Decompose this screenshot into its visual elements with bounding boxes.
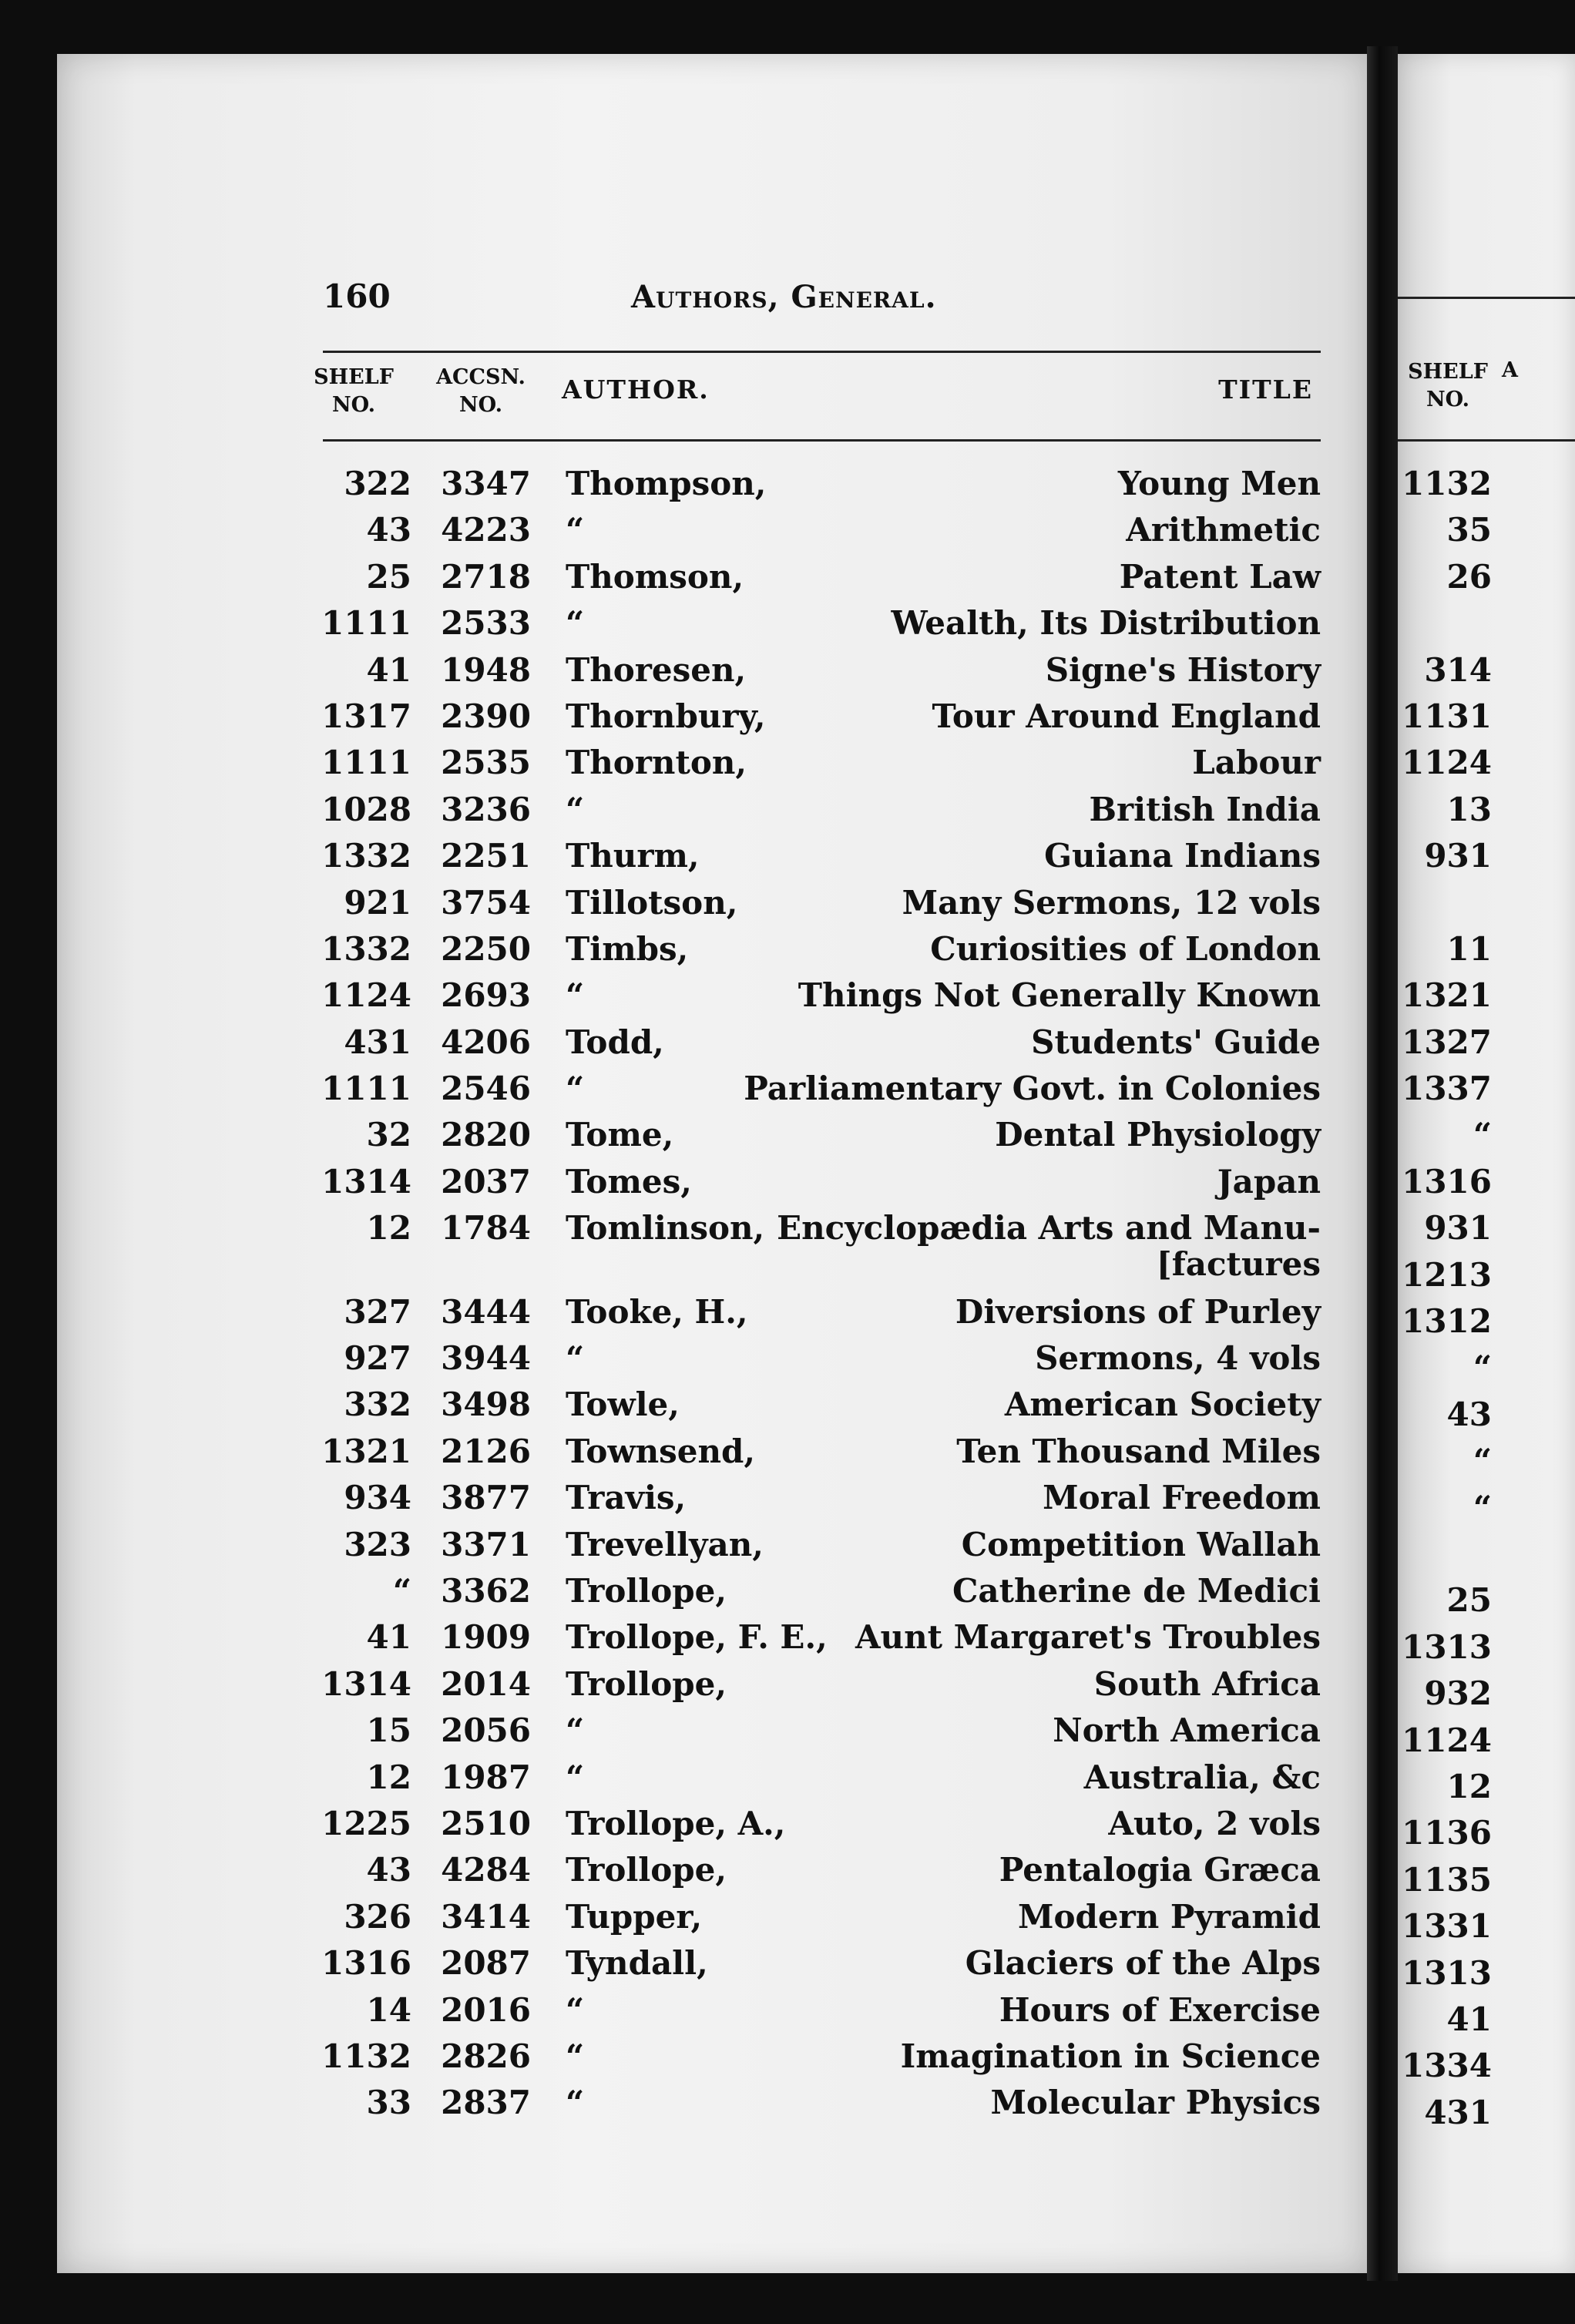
facing-shelf-number: 1135 <box>1402 1860 1492 1899</box>
author-name: “ <box>566 2084 585 2122</box>
author-name: Thurm, <box>566 837 700 875</box>
author-name: Trollope, A., <box>566 1804 786 1842</box>
table-row <box>57 1475 1367 1521</box>
accession-number: 3414 <box>441 1897 531 1936</box>
book-title: Young Men <box>1117 465 1321 502</box>
facing-shelf-number: 1334 <box>1402 2047 1492 2085</box>
book-title: Modern Pyramid <box>1018 1897 1321 1936</box>
shelf-number: 1321 <box>321 1432 411 1470</box>
shelf-number: 14 <box>366 1990 411 2029</box>
shelf-number: “ <box>392 1571 411 1610</box>
accession-number: 2510 <box>441 1804 531 1842</box>
book-title: Imagination in Science <box>900 2037 1321 2075</box>
facing-shelf-number: 1124 <box>1402 1721 1492 1759</box>
author-name: Tome, <box>566 1116 674 1154</box>
author-name: “ <box>566 1758 585 1796</box>
shelf-number: 927 <box>344 1339 411 1378</box>
facing-shelf-number: 35 <box>1446 511 1492 549</box>
author-name: Thompson, <box>566 465 767 502</box>
accession-number: 3362 <box>441 1571 531 1610</box>
accession-number: 2535 <box>441 744 531 782</box>
facing-row <box>1398 554 1575 600</box>
facing-row <box>1398 2090 1575 2136</box>
shelf-number: 1225 <box>321 1804 411 1842</box>
facing-shelf-number: “ <box>1473 1348 1492 1387</box>
author-name: Trollope, <box>566 1664 727 1703</box>
column-header-accsn: ACCSN. NO. <box>436 365 526 417</box>
author-name: Tillotson, <box>566 883 738 922</box>
facing-shelf-number: 1321 <box>1402 976 1492 1015</box>
table-row <box>57 1847 1367 1893</box>
facing-shelf-number: 1131 <box>1402 697 1492 735</box>
book-title-continuation: [factures <box>1156 1244 1321 1283</box>
author-name: “ <box>566 511 585 549</box>
author-name: Tomlinson, <box>566 1209 765 1248</box>
table-row-continuation <box>57 1244 1367 1289</box>
facing-shelf-number: 1316 <box>1402 1162 1492 1201</box>
author-name: Trollope, <box>566 1571 727 1610</box>
shelf-number: 921 <box>344 883 411 922</box>
facing-shelf-number: 431 <box>1424 2093 1492 2131</box>
header-rule-bottom <box>323 439 1321 442</box>
facing-row <box>1398 1019 1575 1066</box>
facing-shelf-number: 1313 <box>1402 1627 1492 1666</box>
book-title: Labour <box>1192 744 1321 782</box>
facing-shelf-number: 931 <box>1424 1209 1492 1248</box>
facing-shelf-number: 1136 <box>1402 1814 1492 1852</box>
book-title: Competition Wallah <box>961 1525 1321 1563</box>
accession-number: 2056 <box>441 1711 531 1750</box>
book-gutter <box>1367 46 1398 2281</box>
accession-number: 3371 <box>441 1525 531 1563</box>
table-row <box>57 1661 1367 1708</box>
table-row <box>57 972 1367 1019</box>
book-title: Pentalogia Græca <box>999 1851 1321 1889</box>
facing-shelf-number: 1213 <box>1402 1255 1492 1294</box>
author-name: Timbs, <box>566 929 689 968</box>
column-header-author: AUTHOR. <box>562 374 710 405</box>
table-row <box>57 507 1367 553</box>
accession-number: 1909 <box>441 1618 531 1657</box>
book-title: Tour Around England <box>932 697 1321 735</box>
facing-row <box>1398 1392 1575 1438</box>
facing-row <box>1398 1252 1575 1298</box>
table-row <box>57 1159 1367 1205</box>
facing-shelf-number: “ <box>1473 1488 1492 1526</box>
accession-number: 2016 <box>441 1990 531 2029</box>
book-title: Wealth, Its Distribution <box>891 604 1321 643</box>
facing-shelf-number: 931 <box>1424 837 1492 875</box>
author-name: “ <box>566 1339 585 1378</box>
author-name: Towle, <box>566 1385 680 1424</box>
book-title: Things Not Generally Known <box>798 976 1321 1015</box>
accession-number: 2546 <box>441 1070 531 1108</box>
facing-shelf-number: “ <box>1473 1442 1492 1480</box>
accession-number: 4284 <box>441 1851 531 1889</box>
book-title: South Africa <box>1093 1664 1321 1703</box>
shelf-number: 41 <box>366 1618 411 1657</box>
shelf-number: 1028 <box>321 790 411 828</box>
running-title: Authors, General. <box>631 279 937 315</box>
shelf-number: 1332 <box>321 837 411 875</box>
facing-row <box>1398 1531 1575 1577</box>
facing-header-rule-top <box>1398 297 1575 299</box>
shelf-number: 33 <box>366 2084 411 2122</box>
shelf-number: 327 <box>344 1292 411 1331</box>
book-title: Dental Physiology <box>995 1116 1321 1154</box>
table-row <box>57 1987 1367 2034</box>
facing-row <box>1398 1764 1575 1810</box>
author-name: Trevellyan, <box>566 1525 764 1563</box>
facing-row <box>1398 1345 1575 1391</box>
shelf-number: 41 <box>366 650 411 689</box>
shelf-number: 1124 <box>321 976 411 1015</box>
left-page <box>57 54 1367 2273</box>
book-title: Many Sermons, 12 vols <box>902 883 1321 922</box>
book-title: Moral Freedom <box>1043 1479 1321 1517</box>
table-row <box>57 1614 1367 1661</box>
book-title: Arithmetic <box>1126 511 1321 549</box>
table-row <box>57 787 1367 833</box>
facing-row <box>1398 972 1575 1019</box>
facing-row <box>1398 1112 1575 1158</box>
shelf-number: 934 <box>344 1479 411 1517</box>
facing-page <box>1398 54 1575 2273</box>
facing-shelf-number: 12 <box>1446 1767 1492 1805</box>
table-row <box>57 926 1367 972</box>
shelf-number: 431 <box>344 1023 411 1061</box>
author-name: Thornton, <box>566 744 747 782</box>
shelf-number: 1317 <box>321 697 411 735</box>
author-name: Todd, <box>566 1023 664 1061</box>
author-name: Thoresen, <box>566 650 747 689</box>
accession-number: 1948 <box>441 650 531 689</box>
table-row <box>57 1568 1367 1614</box>
column-header-shelf: SHELF NO. <box>314 365 394 417</box>
facing-shelf-number: 1337 <box>1402 1070 1492 1108</box>
facing-row <box>1398 1903 1575 1950</box>
table-row <box>57 1801 1367 1847</box>
table-row <box>57 740 1367 786</box>
page-number: 160 <box>323 277 391 315</box>
facing-row <box>1398 1205 1575 1251</box>
accession-number: 3444 <box>441 1292 531 1331</box>
accession-number: 2820 <box>441 1116 531 1154</box>
book-title: Parliamentary Govt. in Colonies <box>744 1070 1321 1108</box>
author-name: Tupper, <box>566 1897 703 1936</box>
facing-row <box>1398 787 1575 833</box>
shelf-number: 326 <box>344 1897 411 1936</box>
accession-number: 2087 <box>441 1944 531 1983</box>
table-row <box>57 1708 1367 1754</box>
author-name: “ <box>566 1711 585 1750</box>
book-title: British India <box>1089 790 1321 828</box>
facing-row <box>1398 1624 1575 1671</box>
book-title: North America <box>1053 1711 1321 1750</box>
facing-shelf-number: 1132 <box>1402 465 1492 502</box>
facing-shelf-number: “ <box>1473 1116 1492 1154</box>
book-title: Guiana Indians <box>1044 837 1321 875</box>
book-title: Sermons, 4 vols <box>1035 1339 1321 1378</box>
table-row <box>57 1382 1367 1428</box>
table-row <box>57 2080 1367 2126</box>
author-name: “ <box>566 976 585 1015</box>
book-title: Patent Law <box>1119 557 1321 596</box>
accession-number: 4206 <box>441 1023 531 1061</box>
facing-row <box>1398 1997 1575 2043</box>
facing-shelf-number: 1124 <box>1402 744 1492 782</box>
accession-number: 3347 <box>441 465 531 502</box>
book-title: Glaciers of the Alps <box>965 1944 1321 1983</box>
facing-shelf-number: 314 <box>1424 650 1492 689</box>
author-name: Thornbury, <box>566 697 766 735</box>
facing-row <box>1398 1159 1575 1205</box>
shelf-number: 15 <box>366 1711 411 1750</box>
table-row <box>57 1940 1367 1986</box>
table-row <box>57 1755 1367 1801</box>
accession-number: 2826 <box>441 2037 531 2075</box>
shelf-number: 32 <box>366 1116 411 1154</box>
book-title: Aunt Margaret's Troubles <box>855 1618 1321 1657</box>
shelf-number: 1111 <box>321 744 411 782</box>
author-name: Tyndall, <box>566 1944 708 1983</box>
author-name: “ <box>566 1990 585 2029</box>
book-title: Curiosities of London <box>930 929 1321 968</box>
book-title: American Society <box>1004 1385 1321 1424</box>
table-row <box>57 600 1367 646</box>
accession-number: 2390 <box>441 697 531 735</box>
facing-row <box>1398 1438 1575 1484</box>
facing-header-rule-bottom <box>1398 439 1575 442</box>
table-row <box>57 2034 1367 2080</box>
facing-shelf-number: 25 <box>1446 1581 1492 1620</box>
facing-row <box>1398 647 1575 694</box>
author-name: Townsend, <box>566 1432 756 1470</box>
author-name: Trollope, F. E., <box>566 1618 828 1657</box>
facing-row <box>1398 1577 1575 1624</box>
table-row <box>57 1066 1367 1112</box>
shelf-number: 1316 <box>321 1944 411 1983</box>
table-row <box>57 880 1367 926</box>
author-name: Tomes, <box>566 1162 692 1201</box>
accession-number: 3498 <box>441 1385 531 1424</box>
author-name: “ <box>566 2037 585 2075</box>
facing-row <box>1398 740 1575 786</box>
table-row <box>57 1429 1367 1475</box>
accession-number: 2014 <box>441 1664 531 1703</box>
facing-column-header-shelf: SHELF NO. <box>1408 360 1488 411</box>
table-row <box>57 1289 1367 1335</box>
accession-number: 2251 <box>441 837 531 875</box>
shelf-number: 322 <box>344 465 411 502</box>
table-row <box>57 1019 1367 1066</box>
accession-number: 2693 <box>441 976 531 1015</box>
shelf-number: 323 <box>344 1525 411 1563</box>
table-row <box>57 461 1367 507</box>
shelf-number: 1332 <box>321 929 411 968</box>
accession-number: 1987 <box>441 1758 531 1796</box>
book-title: Australia, &c <box>1083 1758 1321 1796</box>
table-row <box>57 833 1367 879</box>
book-title: Encyclopædia Arts and Manu- <box>777 1209 1321 1248</box>
facing-row <box>1398 600 1575 646</box>
table-row <box>57 1112 1367 1158</box>
accession-number: 3236 <box>441 790 531 828</box>
table-row <box>57 647 1367 694</box>
table-row <box>57 1894 1367 1940</box>
shelf-number: 25 <box>366 557 411 596</box>
book-title: Diversions of Purley <box>955 1292 1321 1331</box>
facing-row <box>1398 2043 1575 2089</box>
facing-row <box>1398 1066 1575 1112</box>
facing-row <box>1398 1485 1575 1531</box>
table-row <box>57 1335 1367 1382</box>
facing-shelf-number: 1313 <box>1402 1953 1492 1992</box>
facing-row <box>1398 461 1575 507</box>
table-row <box>57 1522 1367 1568</box>
table-row <box>57 554 1367 600</box>
accession-number: 2837 <box>441 2084 531 2122</box>
shelf-number: 1111 <box>321 1070 411 1108</box>
facing-row <box>1398 1718 1575 1764</box>
table-row <box>57 694 1367 740</box>
facing-row <box>1398 1298 1575 1345</box>
shelf-number: 1132 <box>321 2037 411 2075</box>
facing-row <box>1398 926 1575 972</box>
author-name: Thomson, <box>566 557 744 596</box>
shelf-number: 332 <box>344 1385 411 1424</box>
facing-row <box>1398 1810 1575 1856</box>
accession-number: 2250 <box>441 929 531 968</box>
facing-shelf-number: 26 <box>1446 557 1492 596</box>
facing-shelf-number: 1331 <box>1402 1907 1492 1946</box>
shelf-number: 43 <box>366 511 411 549</box>
accession-number: 3944 <box>441 1339 531 1378</box>
facing-row <box>1398 507 1575 553</box>
facing-row <box>1398 694 1575 740</box>
facing-shelf-number: 43 <box>1446 1395 1492 1433</box>
facing-row <box>1398 880 1575 926</box>
facing-row <box>1398 1950 1575 1997</box>
shelf-number: 1314 <box>321 1162 411 1201</box>
header-rule-top <box>323 351 1321 353</box>
accession-number: 3754 <box>441 883 531 922</box>
shelf-number: 12 <box>366 1209 411 1248</box>
author-name: Trollope, <box>566 1851 727 1889</box>
shelf-number: 1314 <box>321 1664 411 1703</box>
accession-number: 4223 <box>441 511 531 549</box>
facing-shelf-column <box>1398 461 1575 2136</box>
facing-shelf-number: 13 <box>1446 790 1492 828</box>
accession-number: 2037 <box>441 1162 531 1201</box>
shelf-number: 43 <box>366 1851 411 1889</box>
catalog-entries <box>57 461 1367 2127</box>
book-title: Japan <box>1217 1162 1321 1201</box>
book-title: Signe's History <box>1045 650 1321 689</box>
book-title: Auto, 2 vols <box>1108 1804 1321 1842</box>
facing-row <box>1398 1857 1575 1903</box>
book-title: Ten Thousand Miles <box>956 1432 1321 1470</box>
shelf-number: 12 <box>366 1758 411 1796</box>
accession-number: 3877 <box>441 1479 531 1517</box>
facing-shelf-number: 11 <box>1446 929 1492 968</box>
author-name: “ <box>566 604 585 643</box>
book-title: Molecular Physics <box>990 2084 1321 2122</box>
accession-number: 2533 <box>441 604 531 643</box>
facing-shelf-number: 41 <box>1446 2000 1492 2038</box>
facing-row <box>1398 833 1575 879</box>
author-name: Travis, <box>566 1479 687 1517</box>
author-name: Tooke, H., <box>566 1292 748 1331</box>
facing-row <box>1398 1671 1575 1717</box>
book-title: Students' Guide <box>1031 1023 1321 1061</box>
facing-column-header-partial: A <box>1502 358 1518 382</box>
facing-shelf-number: 932 <box>1424 1674 1492 1713</box>
facing-shelf-number: 1312 <box>1402 1302 1492 1341</box>
shelf-number: 1111 <box>321 604 411 643</box>
book-title: Catherine de Medici <box>952 1571 1321 1610</box>
author-name: “ <box>566 1070 585 1108</box>
accession-number: 1784 <box>441 1209 531 1248</box>
accession-number: 2126 <box>441 1432 531 1470</box>
accession-number: 2718 <box>441 557 531 596</box>
author-name: “ <box>566 790 585 828</box>
column-header-title: TITLE <box>1218 374 1313 405</box>
facing-shelf-number: 1327 <box>1402 1023 1492 1061</box>
book-title: Hours of Exercise <box>999 1990 1321 2029</box>
